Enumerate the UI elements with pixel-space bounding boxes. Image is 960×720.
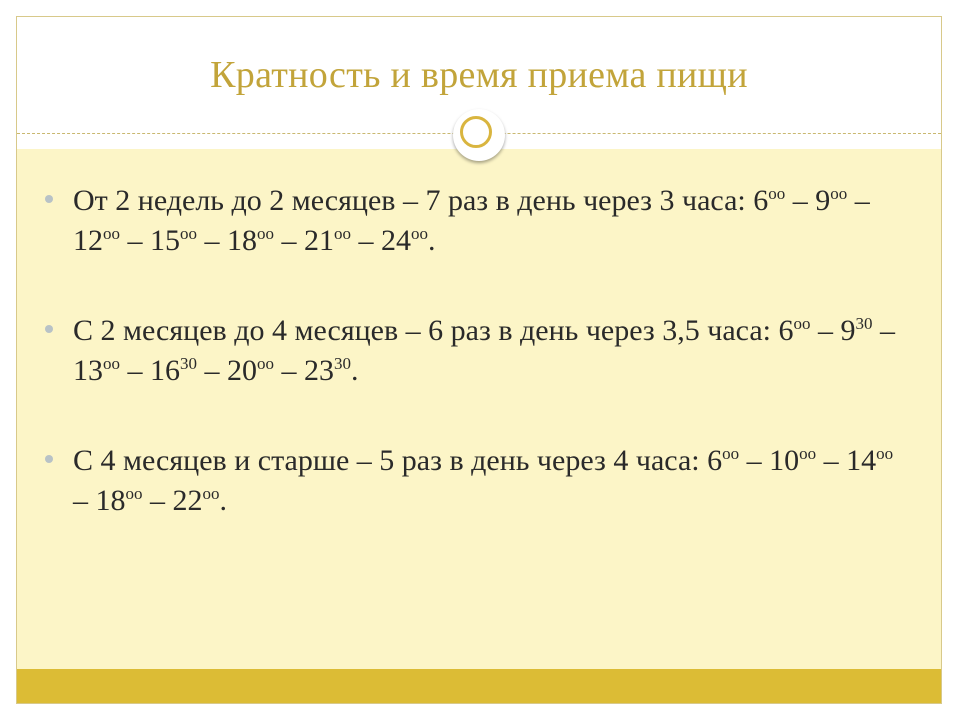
time-minutes: 30 xyxy=(855,314,873,333)
time-minutes: оо xyxy=(799,444,817,463)
time-hour: 18 xyxy=(227,224,257,257)
time-minutes: оо xyxy=(334,224,351,243)
time-hour: 14 xyxy=(846,444,877,477)
feeding-times: $6^{оо} - 10^{оо} - 14^{оо} - 18^{оо} - 22^{оо}$. xyxy=(73,444,894,517)
ring-ornament-icon xyxy=(453,109,505,161)
time-hour: 16 xyxy=(150,354,180,387)
bullet-text: От 2 недель до 2 месяцев – 7 раз в день через 3 часа: xyxy=(73,184,754,217)
bullet-text: С 4 месяцев и старше – 5 раз в день через 4 часа: xyxy=(73,444,708,477)
time-hour: 9 xyxy=(815,184,831,217)
bullet-dot-icon xyxy=(45,195,53,203)
time-hour: 20 xyxy=(227,354,257,387)
time-minutes: оо xyxy=(411,224,428,243)
time-minutes: оо xyxy=(722,444,740,463)
time-hour: 12 xyxy=(73,224,103,257)
time-minutes: оо xyxy=(125,484,143,503)
time-hour: 13 xyxy=(73,354,103,387)
time-hour: 6 xyxy=(778,314,794,347)
bullet-item xyxy=(55,181,895,261)
time-minutes: оо xyxy=(257,224,274,243)
time-hour: 21 xyxy=(304,224,334,257)
slide xyxy=(16,16,942,704)
time-hour: 22 xyxy=(172,484,203,517)
time-minutes: оо xyxy=(103,224,120,243)
time-minutes: оо xyxy=(180,224,197,243)
feeding-times: $6^{оо} - 9^{оо} - 12^{оо} - 15^{оо} - 18^{оо} - 21^{оо} - 24^{оо}$. xyxy=(73,184,870,257)
time-minutes: оо xyxy=(876,444,894,463)
bullet-item xyxy=(55,441,895,521)
time-minutes: оо xyxy=(830,184,848,203)
feeding-times: $6^{оо} - 9^{30} - 13^{оо} - 16^{30} - 20^{оо} - 23^{30}$. xyxy=(73,314,895,387)
time-minutes: оо xyxy=(103,354,120,373)
time-minutes: 30 xyxy=(180,354,197,373)
time-minutes: 30 xyxy=(334,354,351,373)
bullet-list xyxy=(55,181,895,571)
time-hour: 6 xyxy=(707,444,723,477)
time-hour: 10 xyxy=(769,444,800,477)
bullet-dot-icon xyxy=(45,455,53,463)
bullet-text: С 2 месяцев до 4 месяцев – 6 раз в день через 3,5 часа: xyxy=(73,314,779,347)
time-minutes: оо xyxy=(793,314,811,333)
time-hour: 24 xyxy=(381,224,411,257)
time-hour: 6 xyxy=(753,184,769,217)
time-hour: 18 xyxy=(95,484,126,517)
bottom-accent-band xyxy=(17,669,941,703)
time-hour: 9 xyxy=(840,314,856,347)
time-hour: 15 xyxy=(150,224,180,257)
bullet-dot-icon xyxy=(45,325,53,333)
slide-title: Кратность и время приема пищи xyxy=(210,54,748,96)
bullet-item xyxy=(55,311,895,391)
time-minutes: оо xyxy=(768,184,786,203)
time-hour: 23 xyxy=(304,354,334,387)
time-minutes: оо xyxy=(257,354,274,373)
time-minutes: оо xyxy=(202,484,220,503)
